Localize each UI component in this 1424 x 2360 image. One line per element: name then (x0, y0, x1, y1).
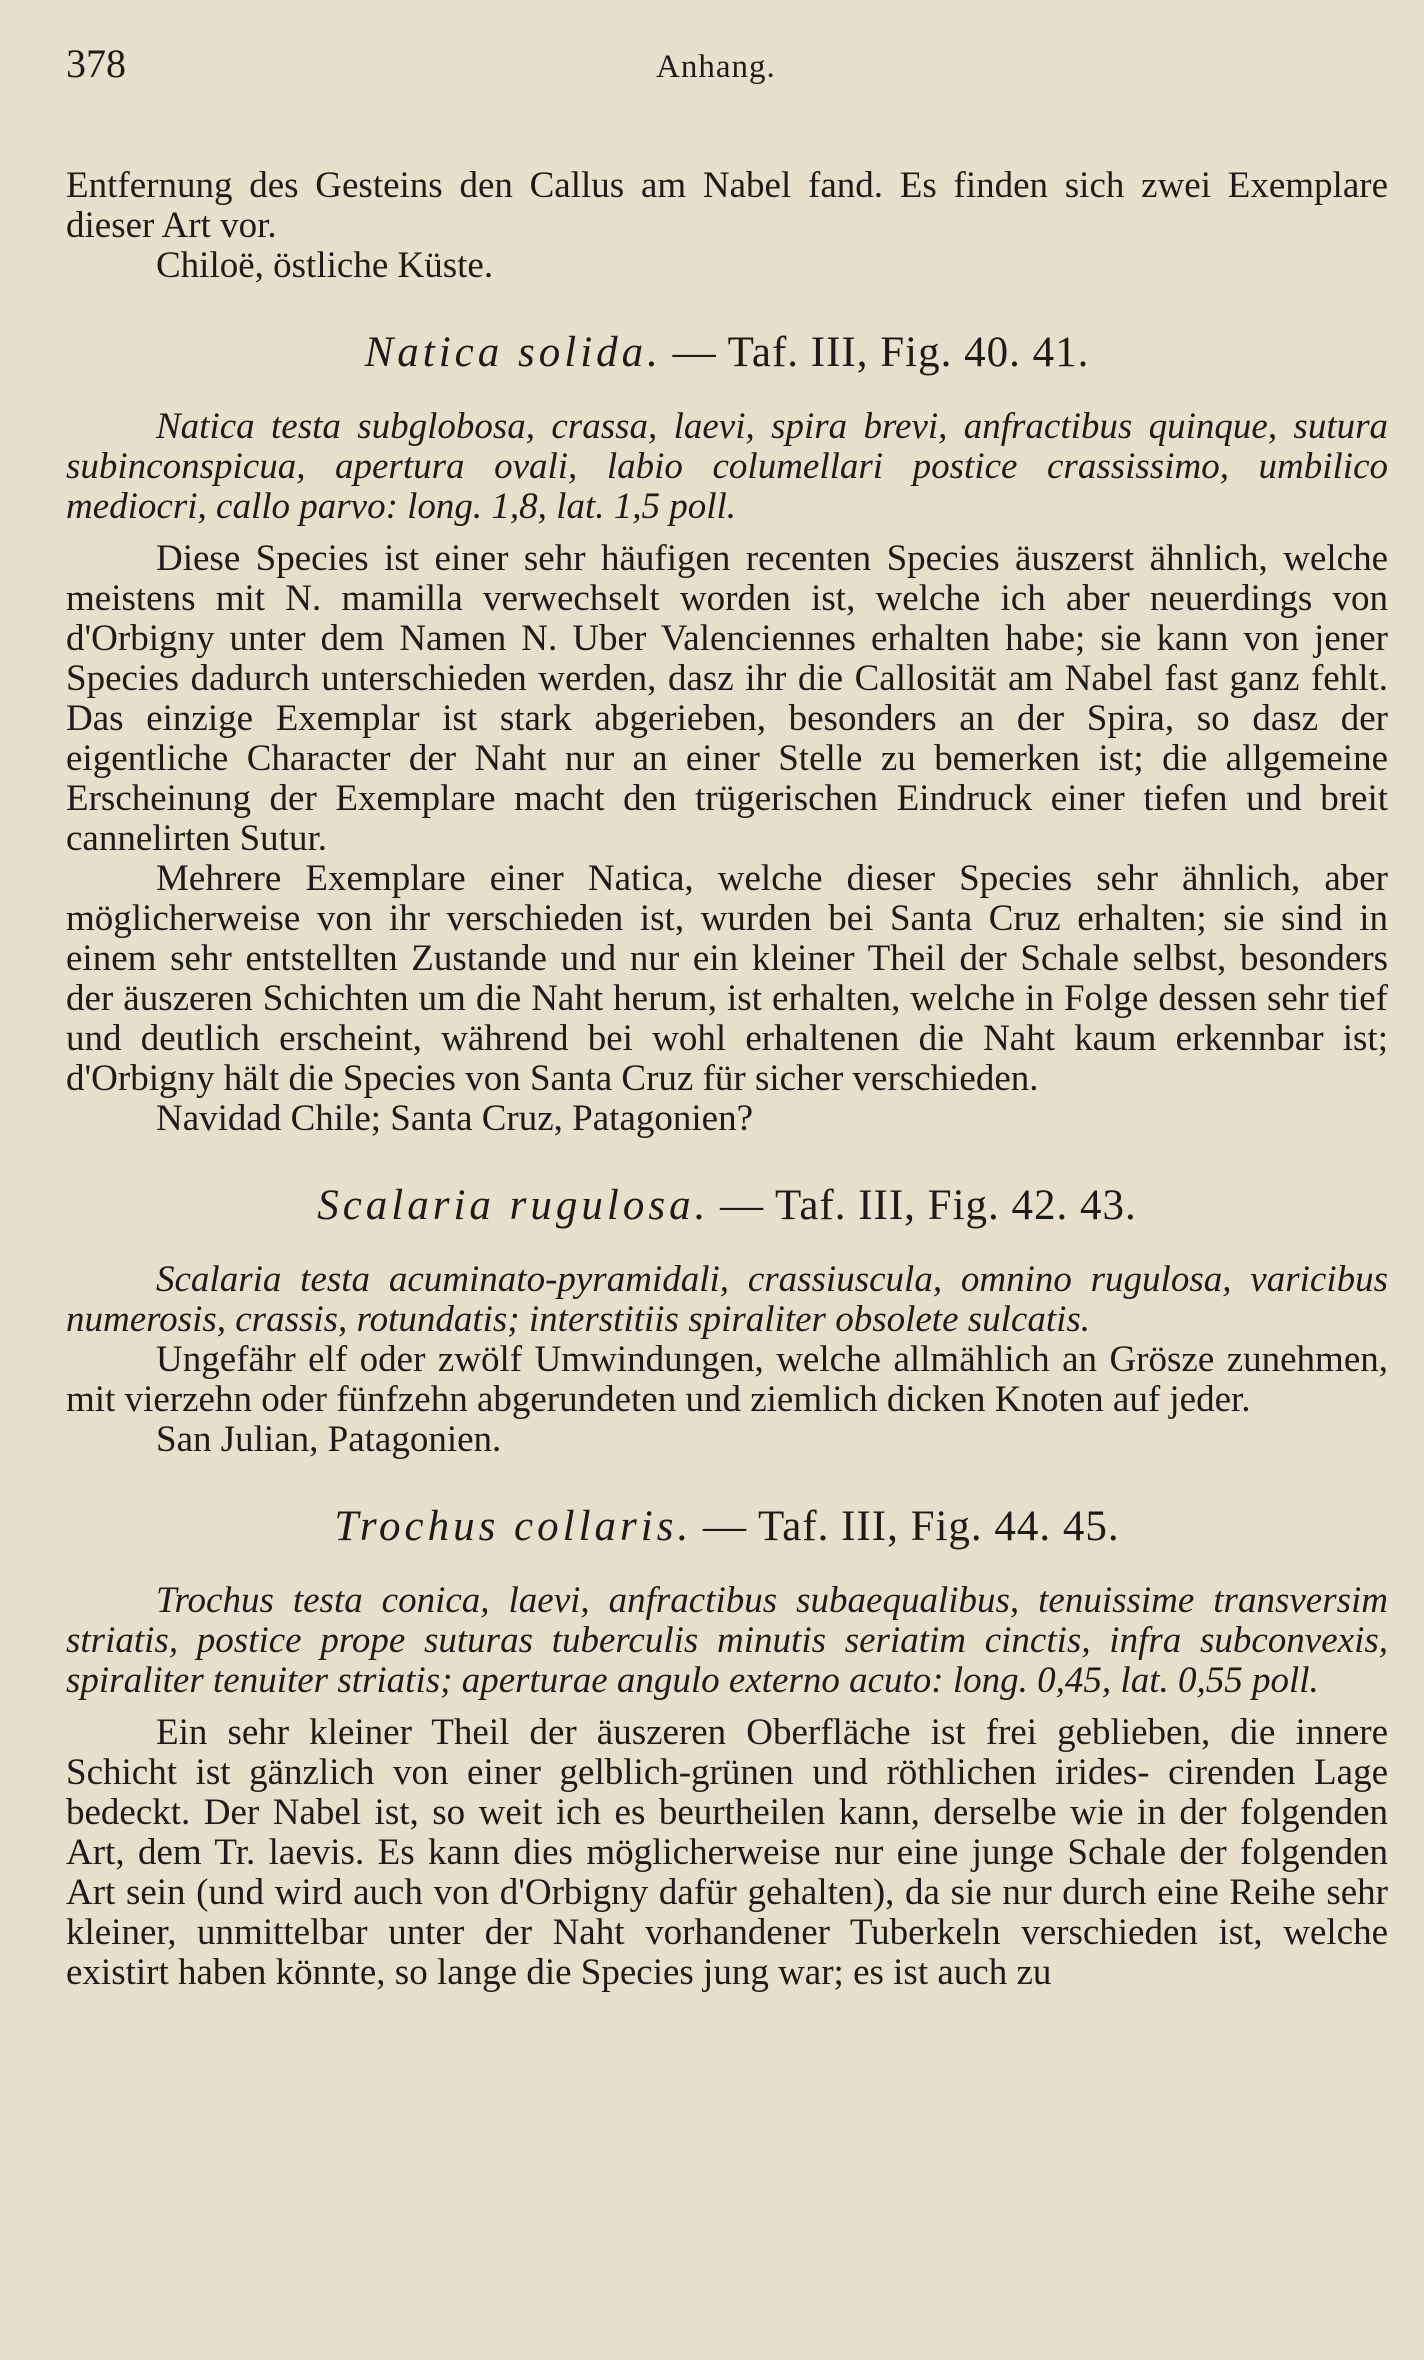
latin-diagnosis: Scalaria testa acuminato-pyramidali, crassiuscula, omnino rugulosa, varicibus numerosis, crassis, rotundatis; interstitiis spiraliter obsolete sulcatis. (66, 1259, 1388, 1340)
intro-locality: Chiloë, östliche Küste. (156, 245, 494, 286)
species-heading-trochus (66, 1502, 1388, 1551)
page-header (66, 40, 1388, 102)
plate-reference: — Taf. III, Fig. 42. 43. (720, 1182, 1137, 1229)
description-paragraph: Ungefähr elf oder zwölf Umwindungen, welche allmählich an Grösze zunehmen, mit vierzehn oder fünfzehn abgerundeten und ziemlich dicken Knoten auf jeder. (66, 1339, 1388, 1420)
running-title: Anhang. (656, 49, 776, 85)
description-paragraph: Ein sehr kleiner Theil der äuszeren Oberfläche ist frei geblieben, die innere Schicht ist gänzlich von einer gelblich-grünen und röthlichen irides- cirenden Lage bedeckt. Der Nabel ist, so weit ich es beurtheilen kann, derselbe wie in der folgenden Art, dem Tr. laevis. Es kann dies möglicherweise nur eine junge Schale der folgenden Art sein (und wird auch von d'Orbigny dafür gehalten), da sie nur durch eine Reihe sehr kleiner, unmittelbar unter der Naht vorhandener Tuberkeln verschieden ist, welche existirt haben könnte, so lange die Species jung war; es ist auch zu (66, 1712, 1388, 1993)
species-title: Natica solida. (364, 329, 662, 376)
species-heading-natica (66, 328, 1388, 377)
page-number: 378 (66, 41, 126, 86)
description-paragraph: Mehrere Exemplare einer Natica, welche dieser Species sehr ähnlich, aber möglicherweise von ihr verschieden ist, wurden bei Santa Cruz erhalten; sie sind in einem sehr entstellten Zustande und nur ein kleiner Theil der Schale selbst, besonders der äuszeren Schichten um die Naht herum, ist erhalten, welche in Folge dessen sehr tief und deutlich erscheint, während bei wohl erhaltenen die Naht kaum erkennbar ist; d'Orbigny hält die Species von Santa Cruz für sicher verschieden. (66, 858, 1388, 1099)
locality-line: Navidad Chile; Santa Cruz, Patagonien? (156, 1098, 753, 1139)
species-title: Scalaria rugulosa. (317, 1182, 710, 1229)
plate-reference: — Taf. III, Fig. 40. 41. (672, 329, 1090, 376)
latin-diagnosis: Trochus testa conica, laevi, anfractibus subaequalibus, tenuissime transversim striatis, postice prope suturas tuberculis minutis seriatim cinctis, infra subconvexis, spiraliter tenuiter striatis; aperturae angulo externo acuto: long. 0,45, lat. 0,55 poll. (66, 1580, 1388, 1701)
species-heading-scalaria (66, 1181, 1388, 1230)
locality-line: San Julian, Patagonien. (156, 1419, 502, 1460)
intro-paragraph: Entfernung des Gesteins den Callus am Nabel fand. Es finden sich zwei Exemplare dieser Art vor. (66, 165, 1388, 246)
plate-reference: — Taf. III, Fig. 44. 45. (702, 1503, 1120, 1550)
description-paragraph: Diese Species ist einer sehr häufigen recenten Species äuszerst ähnlich, welche meistens mit N. mamilla verwechselt worden ist, welche ich aber neuerdings von d'Orbigny unter dem Namen N. Uber Valenciennes erhalten habe; sie kann von jener Species dadurch unterschieden werden, dasz ihr die Callosität am Nabel fast ganz fehlt. Das einzige Exemplar ist stark abgerieben, besonders an der Spira, so dasz der eigentliche Character der Naht nur an einer Stelle zu bemerken ist; die allgemeine Erscheinung der Exemplare macht den trügerischen Eindruck einer tiefen und breit cannelirten Sutur. (66, 538, 1388, 859)
latin-diagnosis: Natica testa subglobosa, crassa, laevi, spira brevi, anfractibus quinque, sutura subinconspicua, apertura ovali, labio columellari postice crassissimo, umbilico mediocri, callo parvo: long. 1,8, lat. 1,5 poll. (66, 406, 1388, 527)
species-title: Trochus collaris. (334, 1503, 693, 1550)
